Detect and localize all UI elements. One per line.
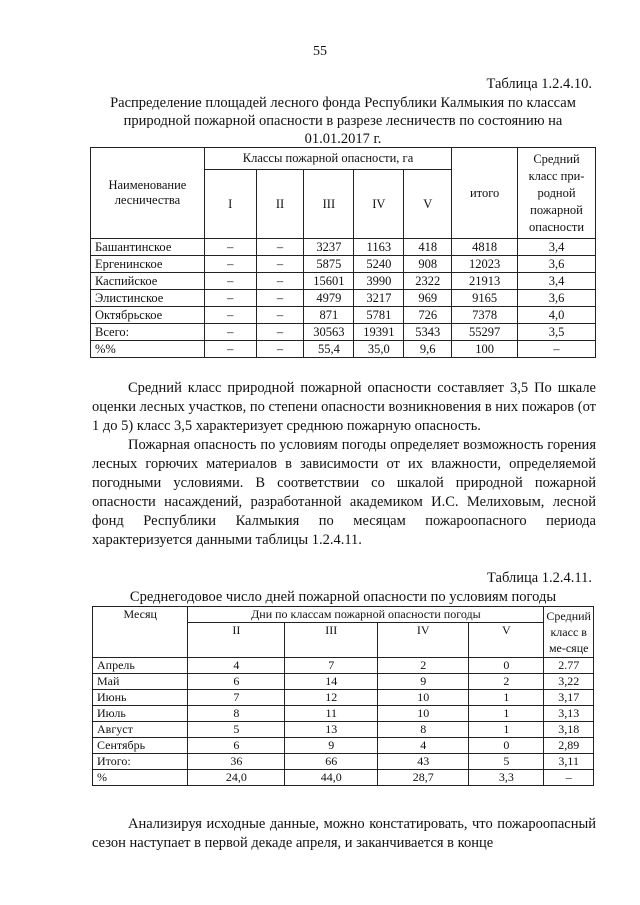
table-cell: 13	[285, 722, 378, 738]
row-label-cell: Октябрьское	[91, 307, 205, 324]
table-cell: 3,18	[544, 722, 594, 738]
table-cell: –	[256, 290, 304, 307]
table-row	[91, 324, 596, 341]
row-label-cell: Башантинское	[91, 239, 205, 256]
avg-class-header: Средний класс при-родной пожарной опасности	[518, 148, 596, 239]
table-row	[93, 738, 594, 754]
table-cell: 21913	[452, 273, 518, 290]
table-cell: 10	[378, 706, 469, 722]
row-label-cell: Июнь	[93, 690, 188, 706]
table-cell: 726	[404, 307, 452, 324]
table2-caption: Таблица 1.2.4.11.	[487, 570, 592, 586]
class-header: III	[304, 170, 354, 239]
table-cell: 3,3	[469, 770, 544, 786]
table-row	[93, 722, 594, 738]
table-cell: 100	[452, 341, 518, 358]
table-cell: 9,6	[404, 341, 452, 358]
table-cell: –	[544, 770, 594, 786]
table-cell: –	[256, 239, 304, 256]
table-cell: 11	[285, 706, 378, 722]
table-cell: 3,13	[544, 706, 594, 722]
table-cell: 3,4	[518, 273, 596, 290]
table-cell: –	[204, 256, 256, 273]
paragraph: Пожарная опасность по условиям погоды определяет возможность горения лесных горючих материалов в зависимости от их влажности, определяемой погодными условиями. В соответствии со шкалой природной пожарной опасности насаждений, разработанной академиком И.С. Мелиховым, лесной фонд Республики Калмыкия по месяцам пожароопасного периода характеризуется данными таблицы 1.2.4.11.	[92, 437, 596, 548]
table-cell: 55,4	[304, 341, 354, 358]
table-cell: 36	[188, 754, 285, 770]
row-label-cell: %	[93, 770, 188, 786]
table-cell: 1	[469, 722, 544, 738]
table-row	[91, 341, 596, 358]
table-cell: –	[256, 273, 304, 290]
table-cell: –	[256, 307, 304, 324]
table-cell: 0	[469, 738, 544, 754]
fire-danger-days-table	[92, 606, 594, 786]
table-row	[93, 690, 594, 706]
table-cell: 44,0	[285, 770, 378, 786]
row-label-cell: Всего:	[91, 324, 205, 341]
table-cell: –	[204, 341, 256, 358]
table-cell: –	[256, 324, 304, 341]
row-label-cell: Сентябрь	[93, 738, 188, 754]
month-header: Месяц	[93, 607, 188, 658]
table-cell: 3,11	[544, 754, 594, 770]
table-cell: 7	[188, 690, 285, 706]
table-cell: 5781	[354, 307, 404, 324]
table-row	[93, 770, 594, 786]
table2-title: Среднегодовое число дней пожарной опасности по условиям погоды	[129, 589, 557, 605]
table-cell: 3,6	[518, 256, 596, 273]
table-row	[91, 307, 596, 324]
table-cell: –	[204, 239, 256, 256]
table-cell: –	[256, 341, 304, 358]
table-cell: 43	[378, 754, 469, 770]
table-cell: 2	[469, 674, 544, 690]
class-header: III	[285, 623, 378, 658]
table-cell: 3990	[354, 273, 404, 290]
avg-month-header: Средний класс в ме-сяце	[544, 607, 594, 658]
row-label-cell: %%	[91, 341, 205, 358]
class-header: II	[256, 170, 304, 239]
table-row	[91, 256, 596, 273]
table-cell: 15601	[304, 273, 354, 290]
table-row	[93, 674, 594, 690]
table-cell: 12023	[452, 256, 518, 273]
table-cell: 14	[285, 674, 378, 690]
table-cell: 8	[188, 706, 285, 722]
table-cell: 5240	[354, 256, 404, 273]
table-cell: 9165	[452, 290, 518, 307]
table-cell: 24,0	[188, 770, 285, 786]
table-cell: 2,89	[544, 738, 594, 754]
col-name-header: Наименование лесничества	[91, 148, 205, 239]
table-cell: 0	[469, 658, 544, 674]
table-cell: 19391	[354, 324, 404, 341]
paragraph: Анализируя исходные данные, можно констатировать, что пожароопасный сезон наступает в первой декаде апреля, и заканчивается в конце	[92, 816, 596, 851]
table-cell: 35,0	[354, 341, 404, 358]
table-cell: 418	[404, 239, 452, 256]
table-cell: 4	[378, 738, 469, 754]
table-cell: 30563	[304, 324, 354, 341]
body-text-bottom	[92, 815, 596, 853]
table-cell: –	[204, 324, 256, 341]
table1-caption: Таблица 1.2.4.10.	[486, 76, 592, 92]
table-cell: –	[204, 290, 256, 307]
table-cell: 28,7	[378, 770, 469, 786]
table-cell: 1	[469, 706, 544, 722]
class-header: V	[404, 170, 452, 239]
class-header: II	[188, 623, 285, 658]
row-label-cell: Элистинское	[91, 290, 205, 307]
class-header: V	[469, 623, 544, 658]
table-cell: 871	[304, 307, 354, 324]
paragraph: Средний класс природной пожарной опасности составляет 3,5 По шкале оценки лесных участков, по степени опасности возникновения в них пожаров (от 1 до 5) класс 3,5 характеризует среднюю пожарную опасность.	[92, 380, 596, 434]
page-number: 55	[313, 44, 327, 59]
table-row	[93, 706, 594, 722]
table-cell: 5	[188, 722, 285, 738]
table-cell: 8	[378, 722, 469, 738]
table-cell: 3217	[354, 290, 404, 307]
table-cell: 66	[285, 754, 378, 770]
table-cell: 6	[188, 674, 285, 690]
row-label-cell: Итого:	[93, 754, 188, 770]
table-cell: 1	[469, 690, 544, 706]
table-cell: 4,0	[518, 307, 596, 324]
row-label-cell: Апрель	[93, 658, 188, 674]
table-cell: –	[204, 273, 256, 290]
table-cell: –	[518, 341, 596, 358]
table-cell: 3,22	[544, 674, 594, 690]
forest-fire-class-table	[90, 147, 596, 358]
table-cell: 5875	[304, 256, 354, 273]
table-cell: 7378	[452, 307, 518, 324]
total-header: итого	[452, 148, 518, 239]
table-row	[91, 239, 596, 256]
table-row	[93, 754, 594, 770]
table-cell: 2.77	[544, 658, 594, 674]
table-cell: 55297	[452, 324, 518, 341]
table-cell: 3,6	[518, 290, 596, 307]
table-cell: 4979	[304, 290, 354, 307]
table-cell: 12	[285, 690, 378, 706]
table-row	[93, 658, 594, 674]
table-cell: 7	[285, 658, 378, 674]
table-cell: 1163	[354, 239, 404, 256]
days-header: Дни по классам пожарной опасности погоды	[188, 607, 544, 623]
table-cell: 3,5	[518, 324, 596, 341]
table-cell: 6	[188, 738, 285, 754]
row-label-cell: Каспийское	[91, 273, 205, 290]
class-header: IV	[354, 170, 404, 239]
table-cell: 3,17	[544, 690, 594, 706]
class-header: IV	[378, 623, 469, 658]
table-cell: 4818	[452, 239, 518, 256]
table-cell: –	[204, 307, 256, 324]
table-cell: 3237	[304, 239, 354, 256]
table-cell: 9	[378, 674, 469, 690]
table-row	[91, 273, 596, 290]
table-row	[91, 290, 596, 307]
row-label-cell: Ергенинское	[91, 256, 205, 273]
table-cell: 9	[285, 738, 378, 754]
table-cell: 5343	[404, 324, 452, 341]
classes-header: Классы пожарной опасности, га	[204, 148, 451, 170]
table-cell: 3,4	[518, 239, 596, 256]
table-cell: 969	[404, 290, 452, 307]
row-label-cell: Июль	[93, 706, 188, 722]
table-cell: 5	[469, 754, 544, 770]
class-header: I	[204, 170, 256, 239]
table-cell: 10	[378, 690, 469, 706]
row-label-cell: Май	[93, 674, 188, 690]
table-cell: –	[256, 256, 304, 273]
table-cell: 2	[378, 658, 469, 674]
row-label-cell: Август	[93, 722, 188, 738]
body-text	[92, 379, 596, 550]
table-cell: 908	[404, 256, 452, 273]
table-cell: 4	[188, 658, 285, 674]
table1-title: Распределение площадей лесного фонда Республики Калмыкия по классам природной пожарной опасности в разрезе лесничеств по состоянию на 01.01.2017 г.	[110, 95, 576, 147]
table-cell: 2322	[404, 273, 452, 290]
